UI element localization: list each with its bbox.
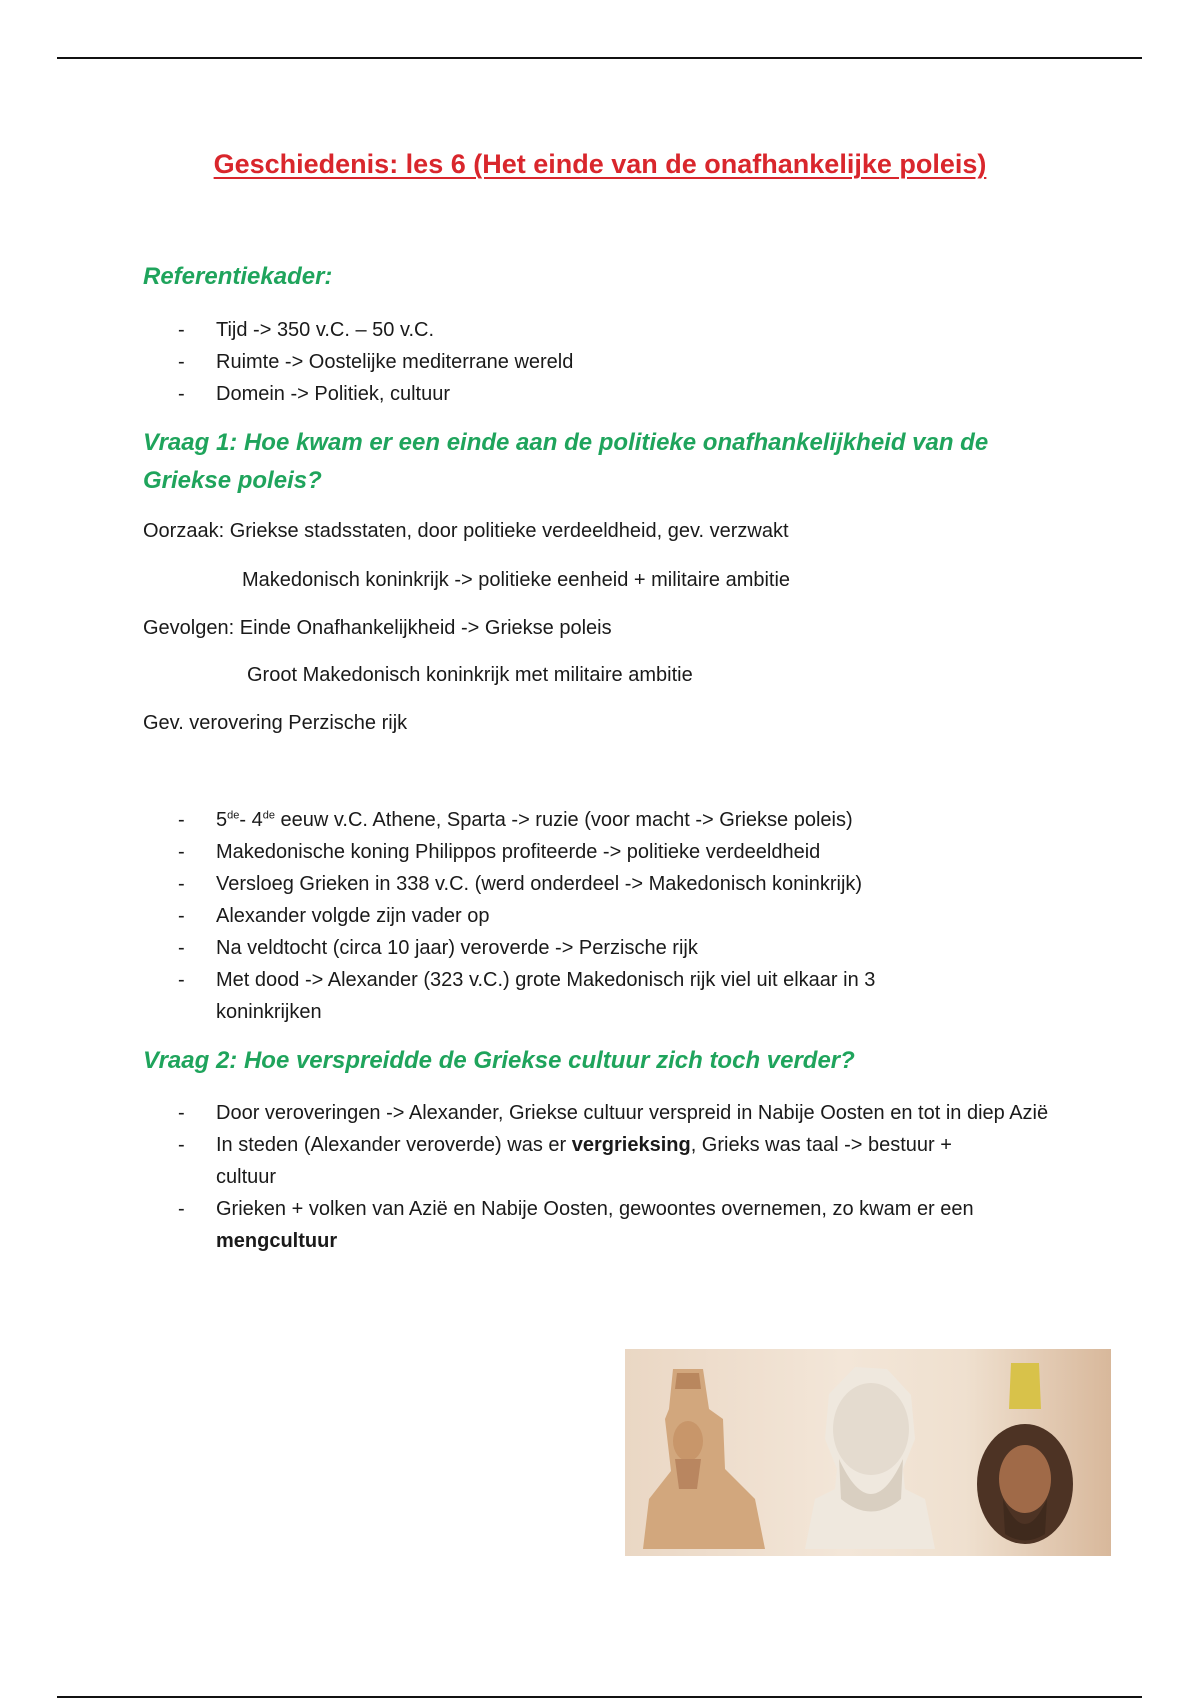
page-title: Geschiedenis: les 6 (Het einde van de onafhankelijke poleis)	[213, 149, 987, 179]
list-item: - Na veldtocht (circa 10 jaar) veroverde -> Perzische rijk	[178, 937, 698, 959]
oorzaak-line: Oorzaak: Griekse stadsstaten, door politieke verdeeldheid, gev. verzwakt	[143, 520, 789, 542]
list-item: - Grieken + volken van Azië en Nabije Oosten, gewoontes overnemen, zo kwam er een mengcultuur	[178, 1198, 974, 1252]
list-item: - Met dood -> Alexander (323 v.C.) grote Makedonisch rijk viel uit elkaar in 3 koninkrijken	[178, 969, 876, 1023]
top-rule	[57, 57, 1142, 59]
pharaoh-bust-icon	[643, 1369, 765, 1549]
vraag2-list	[178, 1097, 1058, 1257]
heading-vraag-2: Vraag 2: Hoe verspreidde de Griekse cultuur zich toch verder?	[143, 1047, 855, 1074]
term-mengcultuur: mengcultuur	[216, 1230, 338, 1252]
list-item: - Versloeg Grieken in 338 v.C. (werd onderdeel -> Makedonisch koninkrijk)	[178, 873, 863, 895]
list-item: - In steden (Alexander veroverde) was er vergrieksing, Grieks was taal -> bestuur + cultuur	[178, 1134, 952, 1188]
term-vergrieksing: vergrieksing	[571, 1134, 691, 1156]
referentiekader-list	[178, 314, 1058, 410]
bearded-head-vase-icon	[977, 1363, 1073, 1544]
list-item: - Makedonische koning Philippos profiteerde -> politieke verdeeldheid	[178, 841, 821, 863]
list-item: - Domein -> Politiek, cultuur	[178, 383, 450, 405]
vraag1-list	[178, 804, 1058, 1028]
heading-vraag-1: Vraag 1: Hoe kwam er een einde aan de politieke onafhankelijkheid van de Griekse poleis?	[143, 429, 989, 494]
list-item: - Ruimte -> Oostelijke mediterrane wereld	[178, 351, 574, 373]
list-item: - Alexander volgde zijn vader op	[178, 905, 490, 927]
gevolgen-line-2: Groot Makedonisch koninkrijk met militaire ambitie	[247, 664, 693, 686]
gevolgen-line: Gevolgen: Einde Onafhankelijkheid -> Griekse poleis	[143, 617, 612, 639]
list-item: - Door veroveringen -> Alexander, Griekse cultuur verspreid in Nabije Oosten en tot in diep Azië	[178, 1102, 1049, 1124]
philosopher-bust-icon	[805, 1367, 935, 1549]
oorzaak-line-2: Makedonisch koninkrijk -> politieke eenheid + militaire ambitie	[242, 569, 791, 591]
sculptures-image	[625, 1349, 1111, 1556]
list-item: - Tijd -> 350 v.C. – 50 v.C.	[178, 319, 435, 341]
gevolgen-line-3: Gev. verovering Perzische rijk	[143, 712, 408, 734]
bottom-rule	[57, 1696, 1142, 1698]
list-item: - 5de- 4de eeuw v.C. Athene, Sparta -> ruzie (voor macht -> Griekse poleis)	[178, 809, 853, 831]
heading-referentiekader: Referentiekader:	[143, 263, 333, 290]
